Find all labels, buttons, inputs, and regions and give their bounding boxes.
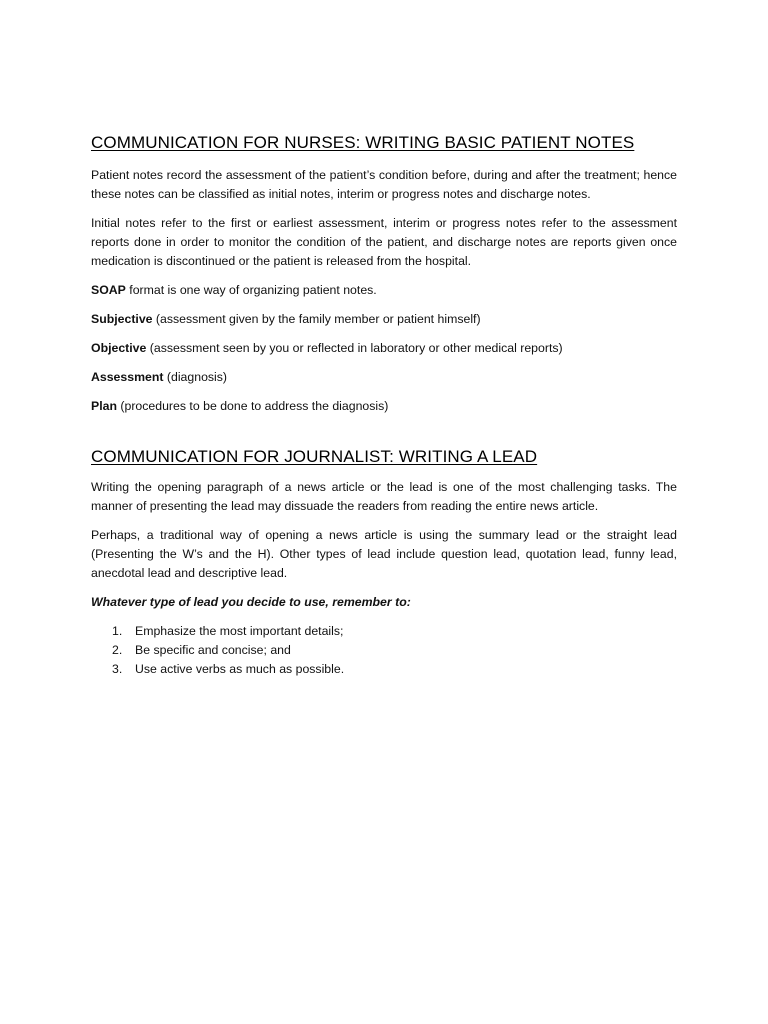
soap-description: format is one way of organizing patient notes.	[125, 283, 377, 297]
list-item-text: Use active verbs as much as possible.	[135, 662, 345, 676]
paragraph-soap-format	[91, 281, 677, 300]
paragraph-lead-intro: Writing the opening paragraph of a news article or the lead is one of the most challenging tasks. The manner of presenting the lead may dissuade the readers from reading the entire news article.	[91, 480, 677, 513]
list-item-number: 3.	[112, 662, 123, 676]
list-item-number: 1.	[112, 624, 123, 638]
subjective-term: Subjective	[91, 312, 153, 326]
list-item-number: 2.	[112, 643, 123, 657]
list-item	[91, 660, 677, 679]
section-title-nurses: COMMUNICATION FOR NURSES: WRITING BASIC PATIENT NOTES	[91, 133, 635, 152]
paragraph-patient-notes-intro: Patient notes record the assessment of the patient’s condition before, during and after the treatment; hence these notes can be classified as initial notes, interim or progress notes and discharge notes.	[91, 168, 677, 201]
assessment-term: Assessment	[91, 370, 164, 384]
plan-description: (procedures to be done to address the diagnosis)	[116, 399, 389, 413]
assessment-description: (diagnosis)	[163, 370, 228, 384]
list-item-text: Be specific and concise; and	[135, 643, 291, 657]
objective-description: (assessment seen by you or reflected in laboratory or other medical reports)	[146, 341, 563, 355]
section-title-journalist: COMMUNICATION FOR JOURNALIST: WRITING A LEAD	[91, 447, 538, 466]
list-item-text: Emphasize the most important details;	[135, 624, 344, 638]
list-item	[91, 641, 677, 660]
tips-list	[91, 622, 677, 679]
paragraph-initial-notes: Initial notes refer to the first or earliest assessment, interim or progress notes refer to the assessment reports done in order to monitor the condition of the patient, and discharge notes are reports given once medication is discontinued or the patient is released from the hospital.	[91, 216, 677, 268]
paragraph-objective	[91, 339, 677, 358]
paragraph-reminder: Whatever type of lead you decide to use, remember to:	[91, 595, 411, 609]
paragraph-assessment	[91, 368, 677, 387]
soap-term: SOAP	[91, 283, 126, 297]
objective-term: Objective	[91, 341, 147, 355]
paragraph-lead-types: Perhaps, a traditional way of opening a news article is using the summary lead or the straight lead (Presenting the W’s and the H). Other types of lead include question lead, quotation lead, funny lead, anecdotal lead and descriptive lead.	[91, 528, 677, 580]
paragraph-plan	[91, 397, 677, 416]
subjective-description: (assessment given by the family member or patient himself)	[152, 312, 481, 326]
document-page	[91, 130, 677, 679]
plan-term: Plan	[91, 399, 117, 413]
paragraph-subjective	[91, 310, 677, 329]
list-item	[91, 622, 677, 641]
